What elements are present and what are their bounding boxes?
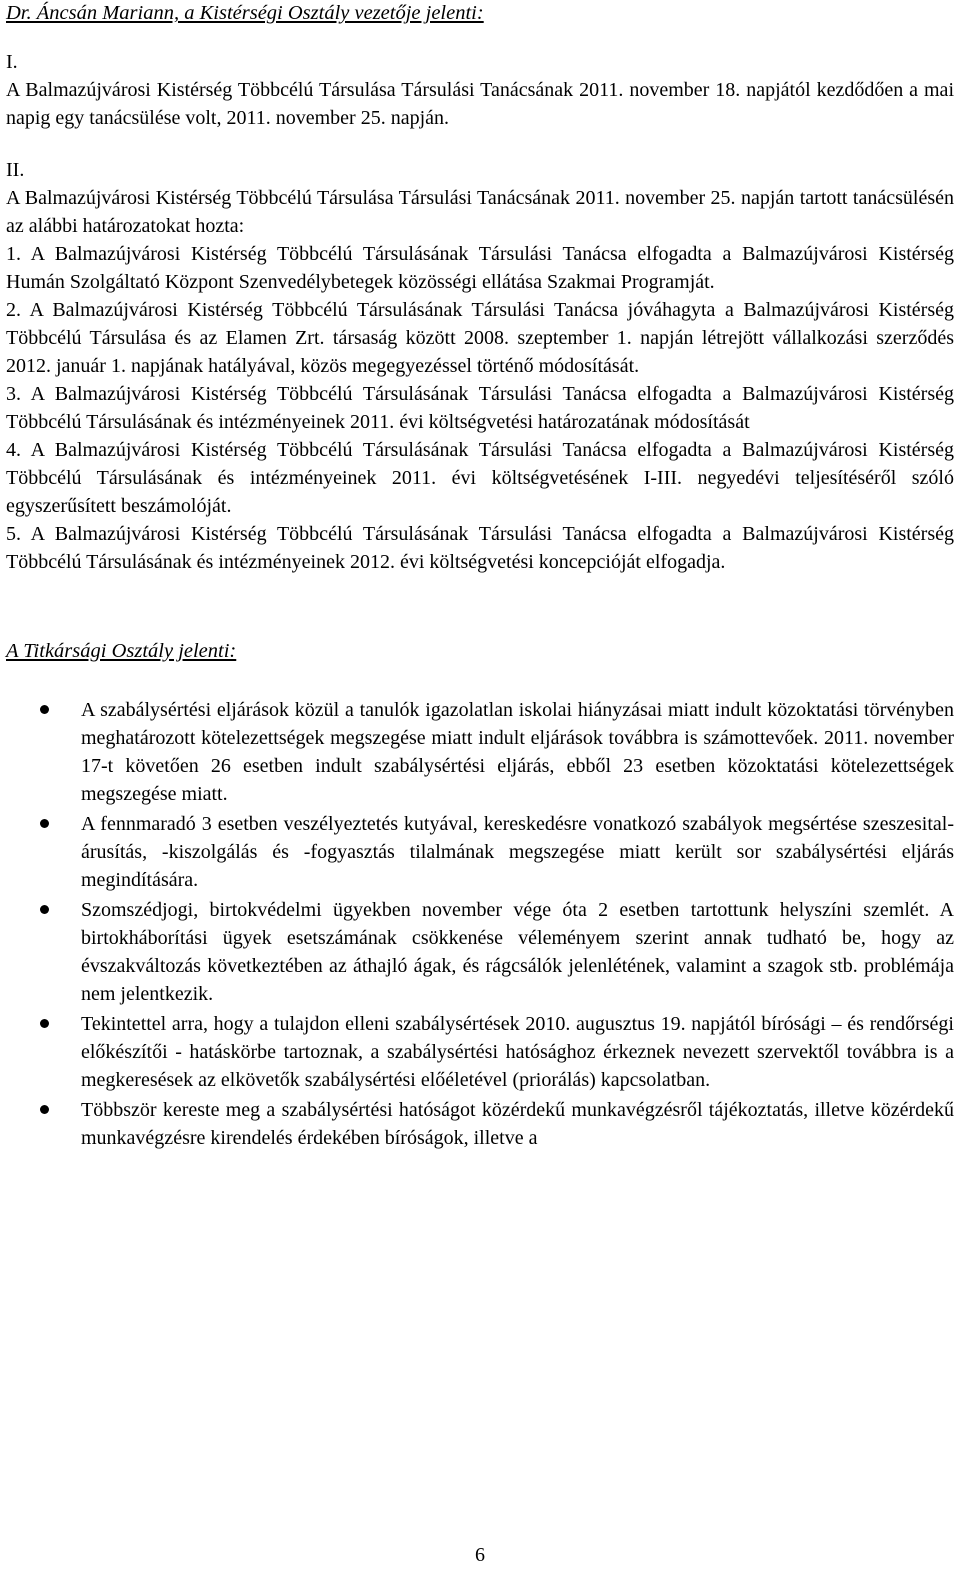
part-text-1: A Balmazújvárosi Kistérség Többcélú Társulása Társulási Tanácsának 2011. november 18. napjától kezdődően a mai napig egy tanácsülése volt, 2011. november 25. napján.: [6, 79, 954, 129]
page-number: 6: [475, 1544, 485, 1566]
resolution-item-2: 2. A Balmazújvárosi Kistérség Többcélú Társulásának Társulási Tanácsa jóváhagyta a Balmazújvárosi Kistérség Többcélú Társulása és az Elamen Zrt. társaság között 2008. szeptember 1. napján létrejött vállalkozási szerződés 2012. január 1. napjának hatályával, közös megegyezéssel történő módosítását.: [6, 299, 954, 377]
bullet-icon: [40, 1105, 49, 1114]
list-item-text: Többször kereste meg a szabálysértési hatóságot közérdekű munkavégzésről tájékoztatás, illetve közérdekű munkavégzésre kirendelés érdekében bíróságok, illetve a: [81, 1099, 954, 1149]
resolution-item-3: 3. A Balmazújvárosi Kistérség Többcélú Társulásának Társulási Tanácsa elfogadta a Balmazújvárosi Kistérség Többcélú Társulásának és intézményeinek 2011. évi költségvetési határozatának módosítását: [6, 383, 954, 433]
list-item-text: A szabálysértési eljárások közül a tanulók igazolatlan iskolai hiányzásai miatt indult közoktatási törvényben meghatározott kötelezettségek megszegése miatt indult eljárások továbbra is számottevőek. 2011. november 17-t követően 26 esetben indult szabálysértési eljárás, ebből 23 esetben közoktatási kötelezettségek megszegése miatt.: [81, 699, 954, 805]
resolution-item-5: 5. A Balmazújvárosi Kistérség Többcélú Társulásának Társulási Tanácsa elfogadta a Balmazújvárosi Kistérség Többcélú Társulásának és intézményeinek 2012. évi költségvetési koncepcióját elfogadja.: [6, 523, 954, 573]
section-heading-titkarsag: A Titkársági Osztály jelenti:: [6, 640, 237, 662]
part-label-1: I.: [6, 51, 18, 73]
bullet-icon: [40, 705, 49, 714]
list-item: [6, 696, 954, 808]
list-item-text: Szomszédjogi, birtokvédelmi ügyekben november vége óta 2 esetben tartottunk helyszíni szemlét. A birtokháborítási ügyek esetszámának csökkenése véleményem szerint annak tudható be, hogy az évszakváltozás következtében az áthajló ágak, és rágcsálók jelenlétének, valamint a szagok stb. problémája nem jelentkezik.: [81, 899, 954, 1005]
list-item-text: Tekintettel arra, hogy a tulajdon elleni szabálysértések 2010. augusztus 19. napjától bírósági – és rendőrségi előkészítői - hatáskörbe tartoznak, a szabálysértési hatósághoz érkeznek nevezett szervektől továbbra is a megkeresések az elkövetők szabálysértési előéletével (priorálás) kapcsolatban.: [81, 1013, 954, 1091]
part-text-2: A Balmazújvárosi Kistérség Többcélú Társulása Társulási Tanácsának 2011. november 25. napján tartott tanácsülésén az alábbi határozatokat hozta:: [6, 187, 954, 237]
bullet-icon: [40, 819, 49, 828]
document-page: [6, 0, 954, 1154]
bullet-icon: [40, 1019, 49, 1028]
list-item: [6, 1096, 954, 1152]
resolution-item-1: 1. A Balmazújvárosi Kistérség Többcélú Társulásának Társulási Tanácsa elfogadta a Balmazújvárosi Kistérség Humán Szolgáltató Központ Szenvedélybetegek közösségi ellátása Szakmai Programját.: [6, 243, 954, 293]
list-item: [6, 810, 954, 894]
bullet-icon: [40, 905, 49, 914]
list-item: [6, 1010, 954, 1094]
resolution-item-4: 4. A Balmazújvárosi Kistérség Többcélú Társulásának Társulási Tanácsa elfogadta a Balmazújvárosi Kistérség Többcélú Társulásának és intézményeinek 2011. évi költségvetésének I-III. negyedévi teljesítéséről szóló egyszerűsített beszámolóját.: [6, 439, 954, 517]
list-item-text: A fennmaradó 3 esetben veszélyeztetés kutyával, kereskedésre vonatkozó szabályok megsértése szeszesital-árusítás, -kiszolgálás és -fogyasztás tilalmának megszegése miatt került sor szabálysértési eljárás megindítására.: [81, 813, 954, 891]
part-label-2: II.: [6, 159, 25, 181]
report-bullet-list: [6, 696, 954, 1152]
list-item: [6, 896, 954, 1008]
section-heading-kisterseg: Dr. Áncsán Mariann, a Kistérségi Osztály vezetője jelenti:: [6, 2, 484, 24]
